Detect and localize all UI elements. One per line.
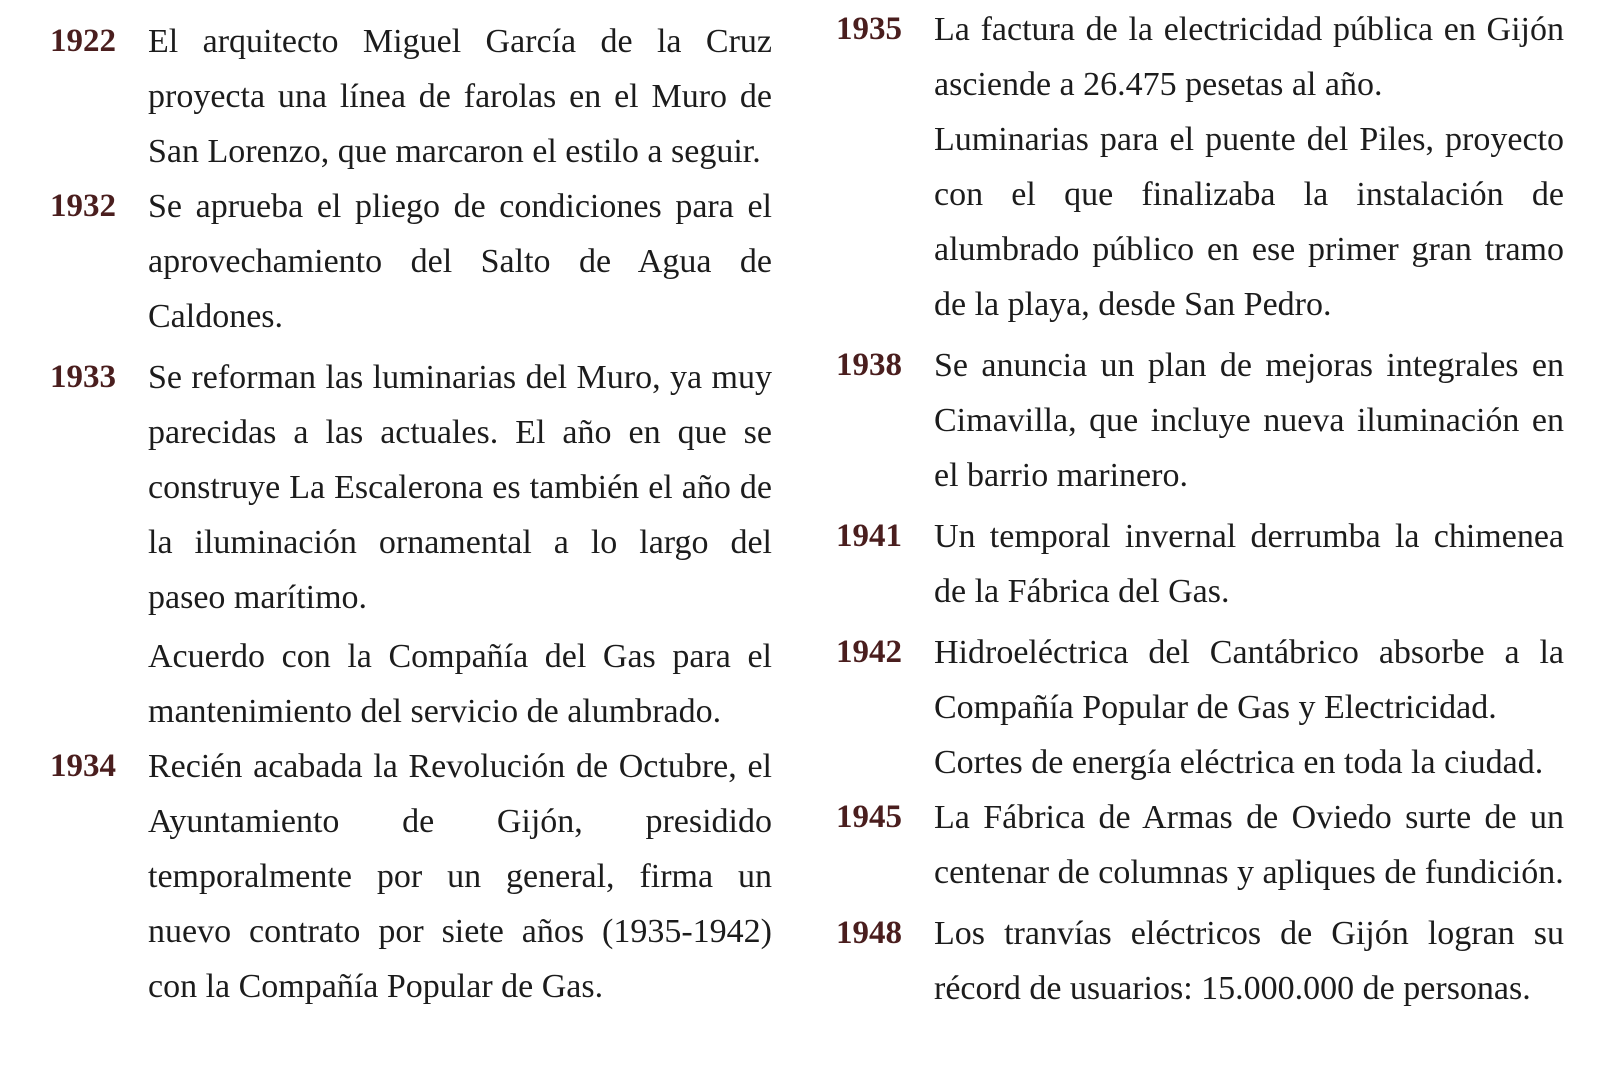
entry-text: Se aprueba el pliego de condiciones para el aprovechamiento del Salto de Agua de Caldones. [148,188,772,335]
entry-text: Luminarias para el puente del Piles, proyecto con el que finalizaba la instalación de alumbrado público en ese primer gran tramo de la playa, desde San Pedro. [934,121,1564,323]
year-label: 1945 [836,799,902,835]
year-label: 1932 [50,188,116,224]
year-label: 1942 [836,634,902,670]
entry-text: Hidroeléctrica del Cantábrico absorbe a la Compañía Popular de Gas y Electricidad. [934,634,1564,726]
timeline-right-column [836,0,1564,1016]
timeline-left-column [50,0,772,1014]
timeline-entry-1938 [836,338,1564,503]
entry-text: El arquitecto Miguel García de la Cruz proyecta una línea de farolas en el Muro de San Lorenzo, que marcaron el estilo a seguir. [148,23,772,170]
timeline-entry-1942 [836,625,1564,790]
entry-text: Se anuncia un plan de mejoras integrales en Cimavilla, que incluye nueva iluminación en el barrio marinero. [934,347,1564,494]
year-label: 1941 [836,518,902,554]
entry-text: Cortes de energía eléctrica en toda la ciudad. [934,744,1544,781]
timeline-entry-1933 [50,350,772,739]
entry-text: Se reforman las luminarias del Muro, ya muy parecidas a las actuales. El año en que se construye La Escalerona es también el año de la iluminación ornamental a lo largo del paseo marítimo. [148,359,772,616]
timeline-entry-1948 [836,906,1564,1016]
year-label: 1933 [50,359,116,395]
entry-text: Recién acabada la Revolución de Octubre, el Ayuntamiento de Gijón, presidido temporalmente por un general, firma un nuevo contrato por siete años (1935-1942) con la Compañía Popular de Gas. [148,748,772,1005]
timeline-entry-1934 [50,739,772,1014]
entry-text: Acuerdo con la Compañía del Gas para el mantenimiento del servicio de alumbrado. [148,638,772,730]
entry-text: Un temporal invernal derrumba la chimenea de la Fábrica del Gas. [934,518,1564,610]
year-label: 1938 [836,347,902,383]
year-label: 1922 [50,23,116,59]
year-label: 1935 [836,11,902,47]
timeline-entry-1945 [836,790,1564,900]
timeline-entry-1922 [50,14,772,179]
timeline-entry-1932 [50,179,772,344]
entry-text: La Fábrica de Armas de Oviedo surte de un centenar de columnas y apliques de fundición. [934,799,1564,891]
timeline-entry-1941 [836,509,1564,619]
entry-text: La factura de la electricidad pública en Gijón asciende a 26.475 pesetas al año. [934,11,1564,103]
year-label: 1948 [836,915,902,951]
entry-text: Los tranvías eléctricos de Gijón logran su récord de usuarios: 15.000.000 de personas. [934,915,1564,1007]
timeline-entry-1935 [836,2,1564,332]
year-label: 1934 [50,748,116,784]
